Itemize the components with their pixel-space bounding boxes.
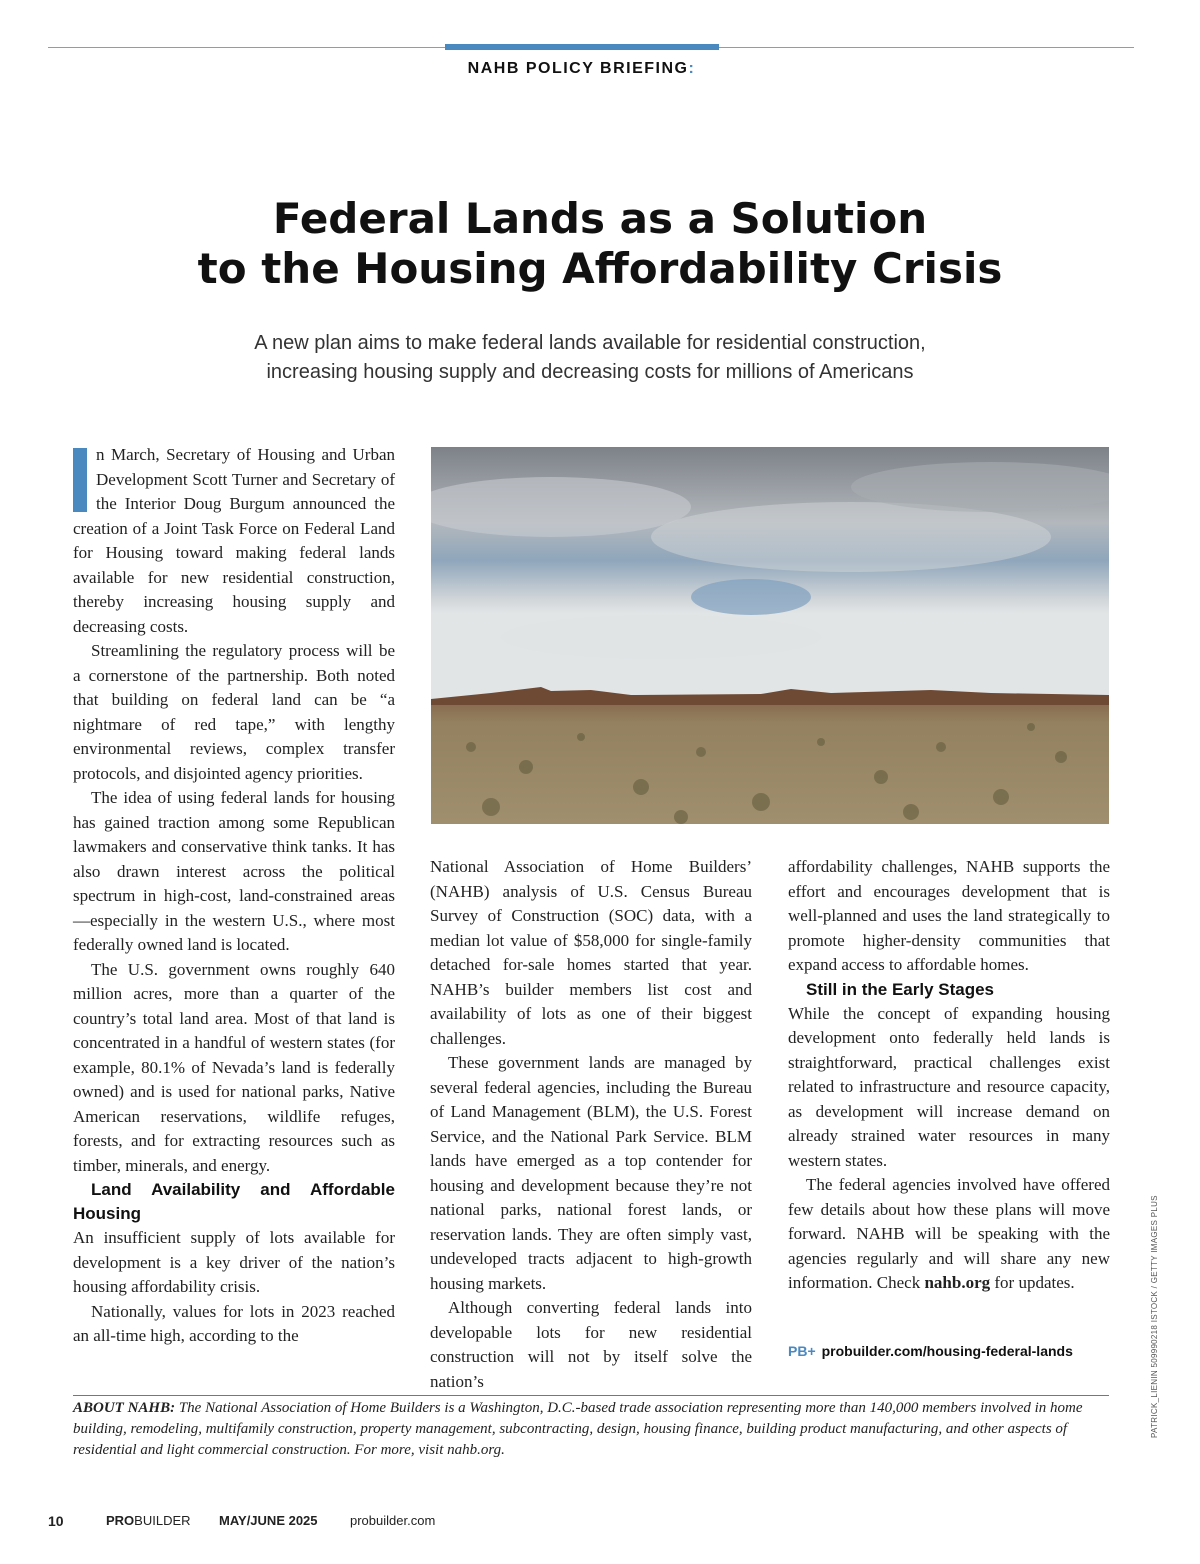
- paragraph: [73, 443, 395, 639]
- column-1: [73, 443, 395, 1349]
- paragraph-text: The federal agencies involved have offered few details about how these plans will move forward. NAHB will be speaking with the agencies regularly and will share any new information. Check: [788, 1175, 1110, 1292]
- landscape-illustration: [431, 447, 1109, 824]
- about-rule: [73, 1395, 1109, 1396]
- nahb-link[interactable]: nahb.org: [924, 1273, 991, 1292]
- section-subhead: Still in the Early Stages: [806, 979, 995, 999]
- paragraph-text: n March, Secretary of Housing and Urban Development Scott Turner and Secretary of the Interior Doug Burgum announced the creation of a Joint Task Force on Federal Land for Housing toward making federal lands available for new residential construction, thereby increasing housing supply and decreasing costs.: [73, 445, 395, 636]
- pb-plus-link[interactable]: [788, 1343, 1073, 1359]
- paragraph: While the concept of expanding housing development onto federally held lands is straightforward, practical challenges exist related to infrastructure and resource capacity, as development will increase demand on already strained water resources in many western states.: [788, 1003, 1110, 1170]
- brand-light: BUILDER: [134, 1513, 191, 1528]
- paragraph: These government lands are managed by several federal agencies, including the Bureau of Land Management (BLM), the U.S. Forest Service, and the National Park Service. BLM lands have emerged as a top contender for housing and development because they’re not national parks, national forest lands, or reservation lands. They are often simply vast, undeveloped tracts adjacent to high-growth housing markets.: [430, 1053, 752, 1293]
- column-3: [788, 855, 1110, 1296]
- title-line-2: to the Housing Affordability Crisis: [197, 244, 1003, 293]
- pb-plus-label: PB+: [788, 1343, 816, 1359]
- issue-date: MAY/JUNE 2025: [219, 1513, 318, 1528]
- header-accent-bar: [445, 44, 719, 50]
- article-subtitle: [150, 329, 1030, 387]
- subtitle-line-2: increasing housing supply and decreasing costs for millions of Americans: [266, 361, 914, 383]
- brand-bold: PRO: [106, 1513, 135, 1528]
- paragraph: affordability challenges, NAHB supports the effort and encourages development that is well-planned and uses the land strategically to promote higher-density communities that expand access to affordable homes.: [788, 857, 1110, 974]
- paragraph: Nationally, values for lots in 2023 reached an all-time high, according to the: [73, 1301, 395, 1345]
- paragraph: The idea of using federal lands for housing has gained traction among some Republican lawmakers and conservative think tanks. It has also drawn interest across the political spectrum in high-cost, land-constrained areas—especially in the western U.S., where most federally owned land is located.: [73, 788, 395, 954]
- article-title: [60, 194, 1140, 294]
- title-line-1: Federal Lands as a Solution: [272, 194, 928, 243]
- section-kicker: [0, 60, 1163, 78]
- about-label: ABOUT NAHB:: [73, 1400, 176, 1416]
- kicker-colon: :: [688, 60, 696, 77]
- site-url[interactable]: probuilder.com: [350, 1513, 436, 1528]
- about-nahb: [73, 1398, 1113, 1461]
- about-text: The National Association of Home Builders is a Washington, D.C.-based trade association representing more than 140,000 members involved in home building, remodeling, multifamily construction, property management, subcontracting, design, housing finance, building product manufacturing, and other aspects of residential and light commercial construction. For more, visit nahb.org.: [73, 1400, 1083, 1458]
- kicker-text: NAHB POLICY BRIEFING: [467, 60, 689, 77]
- pb-plus-url[interactable]: probuilder.com/housing-federal-lands: [821, 1343, 1073, 1359]
- magazine-brand: [106, 1513, 191, 1528]
- section-subhead: Land Availability and Affordable Housing: [73, 1180, 395, 1223]
- paragraph: Streamlining the regulatory process will be a cornerstone of the partnership. Both noted that building on federal land can be “a nightmare of red tape,” with lengthy environmental reviews, complex transfer protocols, and disjointed agency priorities.: [73, 641, 395, 783]
- desert-landscape-photo: [431, 447, 1109, 824]
- subtitle-line-1: A new plan aims to make federal lands available for residential construction,: [254, 332, 926, 354]
- paragraph: Although converting federal lands into developable lots for new residential construction will not by itself solve the nation’s: [430, 1298, 752, 1391]
- page-number: 10: [48, 1513, 64, 1529]
- column-2: [430, 855, 752, 1394]
- paragraph: National Association of Home Builders’ (NAHB) analysis of U.S. Census Bureau Survey of Construction (SOC) data, with a median lot value of $58,000 for single-family detached for-sale homes started that year. NAHB’s builder members list cost and availability of lots as one of their biggest challenges.: [430, 857, 752, 1048]
- paragraph: An insufficient supply of lots available for development is a key driver of the nation’s housing affordability crisis.: [73, 1228, 395, 1296]
- paragraph: The U.S. government owns roughly 640 million acres, more than a quarter of the country’s total land area. Most of that land is concentrated in a handful of western states (for example, 80.1% of Nevada’s land is federally owned) and is used for national parks, Native American reservations, wildlife refuges, forests, and for extracting resources such as timber, minerals, and energy.: [73, 959, 395, 1175]
- paragraph-text: for updates.: [990, 1273, 1075, 1292]
- paragraph: [788, 1173, 1110, 1296]
- photo-credit: PATRICK_LIENIN 509990218 ISTOCK / GETTY IMAGES PLUS: [1150, 1195, 1159, 1438]
- drop-cap-bar: [73, 448, 87, 512]
